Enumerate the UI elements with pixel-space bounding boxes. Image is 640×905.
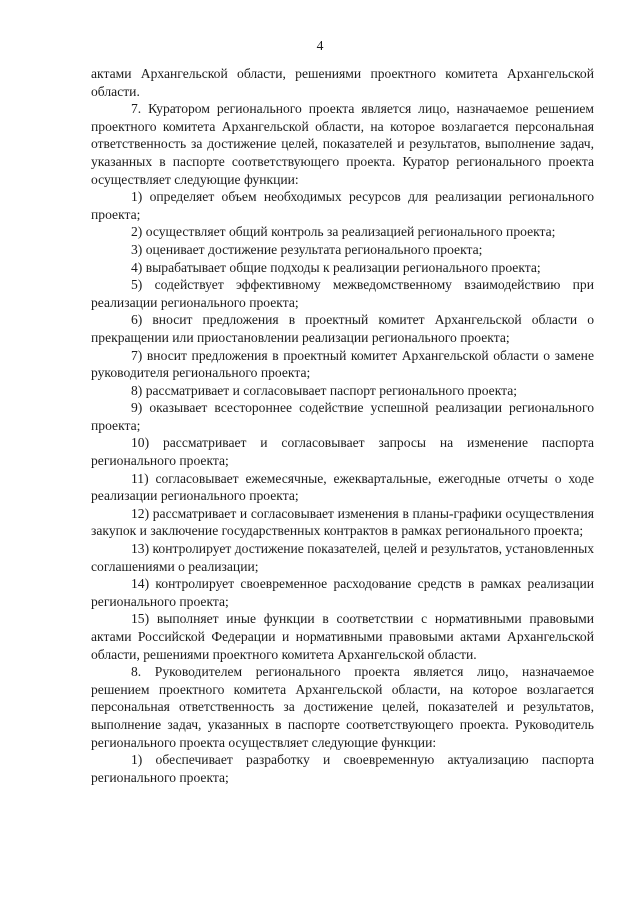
list-item: 7) вносит предложения в проектный комитет Архангельской области о замене руководителя регионального проекта; <box>91 347 594 381</box>
page-number: 4 <box>316 38 324 53</box>
list-item: 11) согласовывает ежемесячные, ежеквартальные, ежегодные отчеты о ходе реализации регионального проекта; <box>91 470 594 504</box>
list-item: 8) рассматривает и согласовывает паспорт регионального проекта; <box>131 382 518 398</box>
list-item: 4) вырабатывает общие подходы к реализации регионального проекта; <box>131 259 541 275</box>
paragraph: 7. Куратором регионального проекта является лицо, назначаемое решением проектного комитета Архангельской области, на которое возлагается персональная ответственность за достижение целей, показателей и результатов, выполнение задач, указанных в паспорте соответствующего проекта. Куратор регионального проекта осуществляет следующие функции: <box>91 101 594 187</box>
list-item: 2) осуществляет общий контроль за реализацией регионального проекта; <box>131 224 556 240</box>
list-item: 14) контролирует своевременное расходование средств в рамках реализации регионального проекта; <box>91 576 594 609</box>
document-body <box>91 65 594 786</box>
list-item: 9) оказывает всестороннее содействие успешной реализации регионального проекта; <box>91 400 594 433</box>
list-item: 1) обеспечивает разработку и своевременную актуализацию паспорта регионального проекта; <box>91 752 594 785</box>
list-item: 3) оценивает достижение результата регионального проекта; <box>131 241 483 257</box>
list-item: 1) определяет объем необходимых ресурсов для реализации регионального проекта; <box>91 189 594 222</box>
list-item: 5) содействует эффективному межведомственному взаимодействию при реализации регионального проекта; <box>91 277 594 310</box>
list-item: 6) вносит предложения в проектный комитет Архангельской области о прекращении или приостановлении реализации регионального проекта; <box>91 312 594 345</box>
list-item: 15) выполняет иные функции в соответствии с нормативными правовыми актами Российской Федерации и нормативными правовыми актами Архангельской области, решениями проектного комитета Архангельской области. <box>91 611 594 662</box>
list-item: 10) рассматривает и согласовывает запросы на изменение паспорта регионального проекта; <box>91 435 594 469</box>
paragraph: 8. Руководителем регионального проекта является лицо, назначаемое решением проектного комитета Архангельской области, на которое возлагается персональная ответственность за достижение целей, показателей и результатов, выполнение задач, указанных в паспорте соответствующего проекта. Руководитель регионального проекта осуществляет следующие функции: <box>91 664 594 750</box>
list-item: 12) рассматривает и согласовывает изменения в планы-графики осуществления закупок и заключение государственных контрактов в рамках регионального проекта; <box>91 505 594 539</box>
list-item: 13) контролирует достижение показателей, целей и результатов, установленных соглашениями о реализации; <box>91 541 594 574</box>
paragraph: актами Архангельской области, решениями проектного комитета Архангельской области. <box>91 66 594 99</box>
